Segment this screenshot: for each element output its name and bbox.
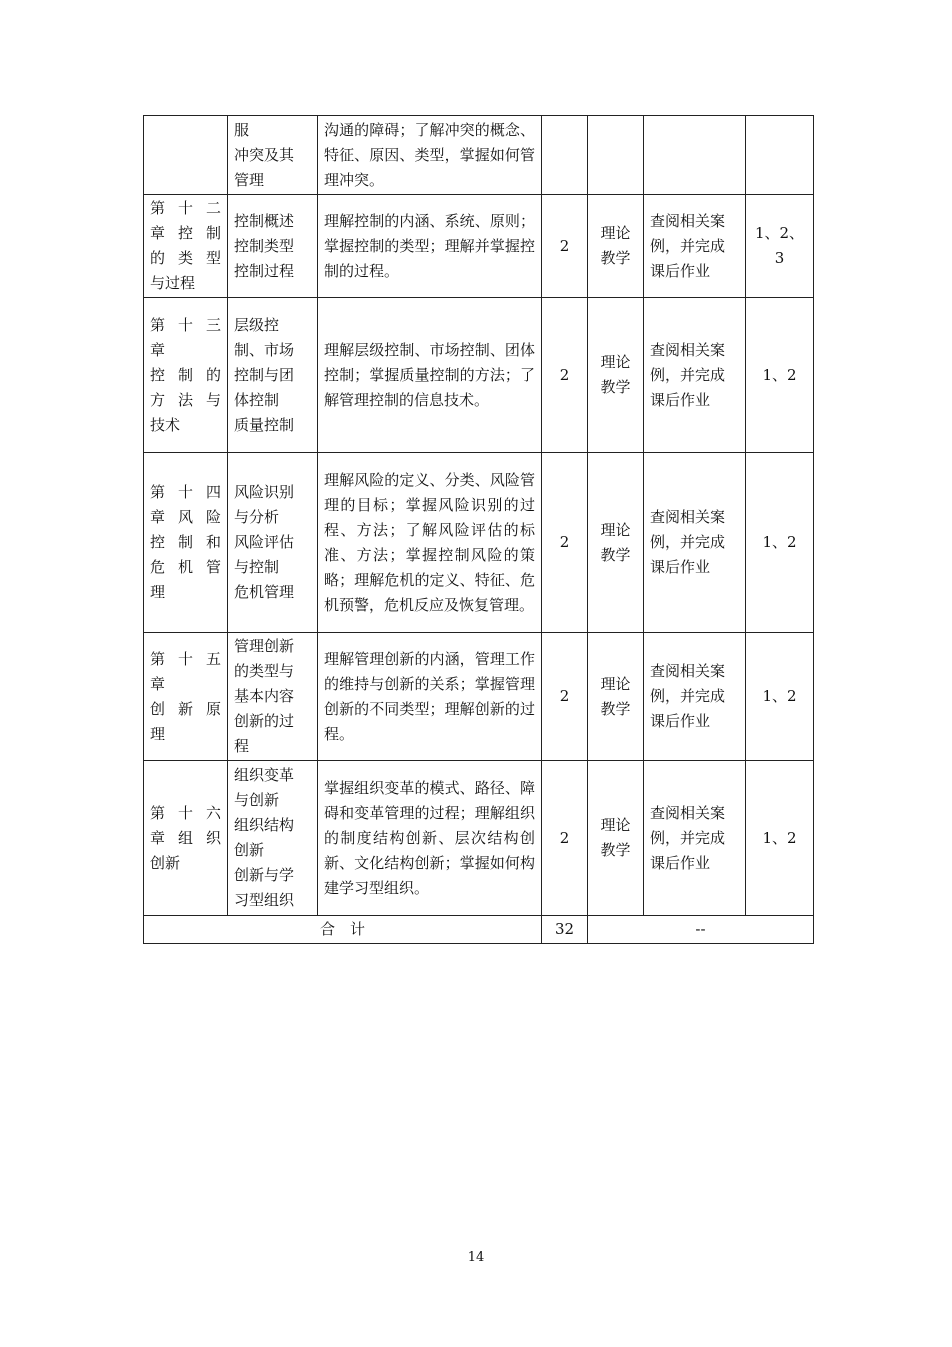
chapter-line: 章 bbox=[150, 674, 166, 693]
chapter-line: 第十五 bbox=[150, 649, 221, 668]
content-line: 冲突及其 bbox=[234, 145, 295, 164]
chapter-line: 章 bbox=[150, 340, 166, 359]
method-cell bbox=[588, 116, 644, 195]
hours-cell: 2 bbox=[542, 761, 588, 916]
chapter-cell bbox=[144, 633, 228, 761]
assignment-cell bbox=[644, 116, 746, 195]
table-row bbox=[144, 298, 814, 453]
content-line: 控制概述 bbox=[234, 211, 295, 230]
content-cell bbox=[228, 116, 318, 195]
total-hours: 32 bbox=[542, 916, 588, 944]
content-cell bbox=[228, 633, 318, 761]
chapter-line: 理 bbox=[150, 583, 166, 601]
chapter-line: 与过程 bbox=[150, 274, 196, 292]
chapter-line: 控制和 bbox=[150, 533, 221, 551]
assignment-cell: 查阅相关案例，并完成课后作业 bbox=[644, 633, 746, 761]
total-row bbox=[144, 916, 814, 944]
content-line: 控制与团 bbox=[234, 365, 295, 384]
content-line: 危机管理 bbox=[234, 583, 295, 601]
content-cell bbox=[228, 761, 318, 916]
content-line: 层级控 bbox=[234, 315, 280, 334]
content-line: 质量控制 bbox=[234, 415, 295, 434]
hours-cell: 2 bbox=[542, 453, 588, 633]
objectives-cell: 1、2 bbox=[746, 761, 814, 916]
chapter-cell bbox=[144, 761, 228, 916]
requirement-cell: 掌握组织变革的模式、路径、障碍和变革管理的过程；理解组织的制度结构创新、层次结构创新、文化结构创新；掌握如何构建学习型组织。 bbox=[318, 761, 542, 916]
chapter-line: 第十四 bbox=[150, 483, 221, 501]
content-line: 体控制 bbox=[234, 390, 280, 409]
content-line: 服 bbox=[234, 120, 250, 139]
requirement-cell: 理解层级控制、市场控制、团体控制；掌握质量控制的方法；了解管理控制的信息技术。 bbox=[318, 298, 542, 453]
chapter-cell bbox=[144, 195, 228, 298]
table-body bbox=[144, 116, 814, 944]
hours-cell: 2 bbox=[542, 298, 588, 453]
chapter-line: 章控制 bbox=[150, 224, 221, 242]
chapter-cell bbox=[144, 298, 228, 453]
chapter-line: 危机管 bbox=[150, 558, 221, 576]
chapter-line: 第十六 bbox=[150, 803, 221, 822]
hours-cell: 2 bbox=[542, 633, 588, 761]
requirement-cell: 理解风险的定义、分类、风险管理的目标；掌握风险识别的过程、方法；了解风险评估的标准、方法；掌握控制风险的策略；理解危机的定义、特征、危机预警，危机反应及恢复管理。 bbox=[318, 453, 542, 633]
total-rest: -- bbox=[588, 916, 814, 944]
content-line: 的类型与 bbox=[234, 662, 295, 680]
method-cell: 理论教学 bbox=[588, 298, 644, 453]
table-row bbox=[144, 453, 814, 633]
page-number: 14 bbox=[467, 1250, 485, 1265]
objectives-cell: 1、2、3 bbox=[746, 195, 814, 298]
requirement-cell: 理解管理创新的内涵，管理工作的维持与创新的关系；掌握管理创新的不同类型；理解创新的过程。 bbox=[318, 633, 542, 761]
chapter-line: 章组织 bbox=[150, 828, 221, 847]
content-cell bbox=[228, 298, 318, 453]
table-row bbox=[144, 633, 814, 761]
content-line: 程 bbox=[234, 737, 250, 755]
hours-cell: 2 bbox=[542, 195, 588, 298]
content-line: 组织变革 bbox=[234, 766, 295, 784]
method-cell: 理论教学 bbox=[588, 761, 644, 916]
chapter-line: 方法与 bbox=[150, 390, 221, 409]
table-row bbox=[144, 116, 814, 195]
requirement-cell: 理解控制的内涵、系统、原则；掌握控制的类型；理解并掌握控制的过程。 bbox=[318, 195, 542, 298]
chapter-line: 理 bbox=[150, 724, 166, 743]
chapter-line: 的类型 bbox=[150, 249, 221, 267]
syllabus-table bbox=[143, 115, 814, 944]
chapter-cell bbox=[144, 116, 228, 195]
content-line: 管理 bbox=[234, 170, 265, 189]
chapter-line: 章风险 bbox=[150, 508, 221, 526]
content-line: 习型组织 bbox=[234, 891, 295, 909]
method-cell: 理论教学 bbox=[588, 633, 644, 761]
assignment-cell: 查阅相关案例，并完成课后作业 bbox=[644, 298, 746, 453]
chapter-line: 第十二 bbox=[150, 199, 221, 217]
chapter-line: 第十三 bbox=[150, 315, 221, 334]
assignment-cell: 查阅相关案例，并完成课后作业 bbox=[644, 453, 746, 633]
content-line: 风险识别 bbox=[234, 483, 295, 501]
table-row bbox=[144, 761, 814, 916]
method-cell: 理论教学 bbox=[588, 195, 644, 298]
objectives-cell: 1、2 bbox=[746, 298, 814, 453]
objectives-cell bbox=[746, 116, 814, 195]
assignment-cell: 查阅相关案例，并完成课后作业 bbox=[644, 195, 746, 298]
objectives-cell: 1、2 bbox=[746, 453, 814, 633]
content-line: 控制过程 bbox=[234, 261, 295, 280]
chapter-line: 技术 bbox=[150, 415, 181, 434]
table-row bbox=[144, 195, 814, 298]
content-line: 组织结构 bbox=[234, 816, 295, 834]
content-line: 与分析 bbox=[234, 508, 280, 526]
content-line: 管理创新 bbox=[234, 637, 295, 655]
objectives-cell: 1、2 bbox=[746, 633, 814, 761]
content-line: 创新与学 bbox=[234, 866, 295, 884]
content-line: 创新 bbox=[234, 841, 265, 859]
hours-cell bbox=[542, 116, 588, 195]
method-cell: 理论教学 bbox=[588, 453, 644, 633]
content-cell bbox=[228, 195, 318, 298]
content-line: 创新的过 bbox=[234, 712, 295, 730]
total-label: 合 计 bbox=[144, 916, 542, 944]
content-line: 与控制 bbox=[234, 558, 280, 576]
chapter-line: 创新 bbox=[150, 853, 181, 872]
content-line: 制、市场 bbox=[234, 340, 295, 359]
chapter-line: 控制的 bbox=[150, 365, 221, 384]
chapter-line: 创新原 bbox=[150, 699, 221, 718]
content-cell bbox=[228, 453, 318, 633]
content-line: 风险评估 bbox=[234, 533, 295, 551]
chapter-cell bbox=[144, 453, 228, 633]
content-line: 与创新 bbox=[234, 791, 280, 809]
assignment-cell: 查阅相关案例，并完成课后作业 bbox=[644, 761, 746, 916]
requirement-cell: 沟通的障碍；了解冲突的概念、特征、原因、类型，掌握如何管理冲突。 bbox=[318, 116, 542, 195]
content-line: 基本内容 bbox=[234, 687, 295, 705]
content-line: 控制类型 bbox=[234, 236, 295, 255]
